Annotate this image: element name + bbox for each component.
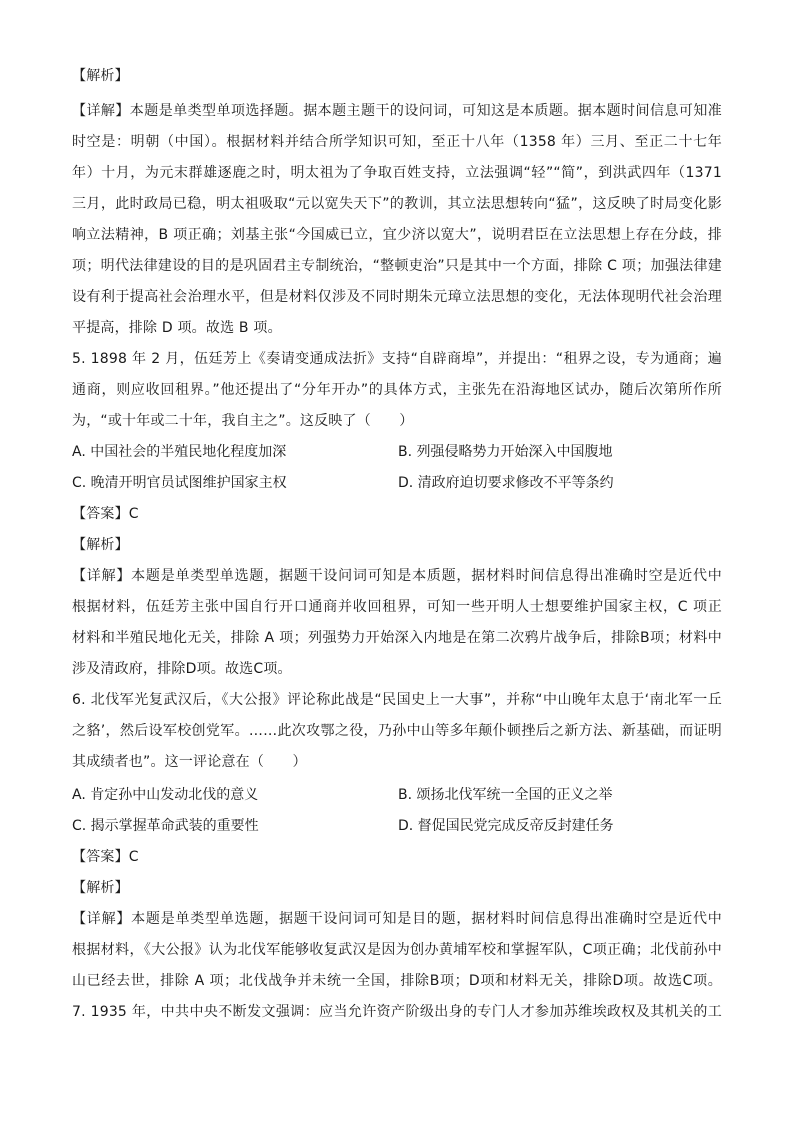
explanation-line: 材料和半殖民地化无关，排除 A 项；列强势力开始深入内地是在第二次鸦片战争后，排除B项；材料中 [72, 630, 722, 646]
question-6-stem: 之貉’，然后设军校创党军。……此次攻鄂之役，乃孙中山等多年颠仆顿挫后之新方法、新基础，而证明 [72, 723, 722, 739]
question-5-stem: 通商，则应收回租界。”他还提出了“分年开办”的具体方式，主张先在沿海地区试办，随后次第所作所 [72, 382, 722, 398]
question-6-option-d: D. 督促国民党完成反帝反封建任务 [398, 818, 614, 834]
question-6-stem: 6. 北伐军光复武汉后，《大公报》评论称此战是“民国史上一大事”，并称“中山晚年太息于‘南北军一丘 [72, 692, 722, 708]
question-6-option-c: C. 揭示掌握革命武装的重要性 [72, 818, 259, 834]
answer-5: 【答案】C [72, 506, 139, 522]
question-5-stem: 5. 1898 年 2 月，伍廷芳上《奏请变通成法折》支持“自辟商埠”，并提出：“租界之设，专为通商；遍 [72, 351, 722, 367]
explanation-line: 根据材料，伍廷芳主张中国自行开口通商并收回租界，可知一些开明人士想要维护国家主权，C 项正 [72, 599, 722, 615]
question-7-stem: 7. 1935 年，中共中央不断发文强调：应当允许资产阶级出身的专门人才参加苏维埃政权及其机关的工 [72, 1004, 722, 1020]
explanation-line: 三月，此时政局已稳，明太祖吸取“元以宽失天下”的教训，其立法思想转向“猛”，这反映了时局变化影 [72, 196, 722, 212]
analysis-heading: 【解析】 [72, 880, 129, 896]
explanation-line: 涉及清政府，排除D项。故选C项。 [72, 661, 292, 677]
question-6-stem: 其成绩者也”。这一评论意在（ ） [72, 754, 307, 770]
explanation-line: 平提高，排除 D 项。故选 B 项。 [72, 320, 282, 336]
question-5-option-b: B. 列强侵略势力开始深入中国腹地 [398, 444, 613, 460]
explanation-line: 时空是：明朝（中国）。根据材料并结合所学知识可知，至正十八年（1358 年）三月、至正二十七年 [72, 134, 722, 150]
question-6-option-a: A. 肯定孙中山发动北伐的意义 [72, 787, 259, 803]
explanation-line: 【详解】本题是单类型单选题，据题干设问词可知是目的题，据材料时间信息得出准确时空是近代中 [72, 911, 722, 927]
question-5-option-d: D. 清政府迫切要求修改不平等条约 [398, 475, 614, 491]
explanation-line: 设有利于提高社会治理水平，但是材料仅涉及不同时期朱元璋立法思想的变化，无法体现明代社会治理 [72, 289, 722, 305]
explanation-line: 响立法精神，B 项正确；刘基主张“今国威已立，宜少济以宽大”，说明君臣在立法思想上存在分歧，排 [72, 227, 722, 243]
explanation-line: 根据材料，《大公报》认为北伐军能够收复武汉是因为创办黄埔军校和掌握军队，C项正确；北伐前孙中 [72, 942, 722, 958]
question-5-stem: 为，“或十年或二十年，我自主之”。这反映了（ ） [72, 413, 414, 429]
explanation-line: 山已经去世，排除 A 项；北伐战争并未统一全国，排除B项；D项和材料无关，排除D项。故选C项。 [72, 973, 722, 989]
explanation-line: 年）十月，为元末群雄逐鹿之时，明太祖为了争取百姓支持，立法强调“轻”“简”，到洪武四年（1371 [72, 165, 722, 181]
question-6-option-b: B. 颂扬北伐军统一全国的正义之举 [398, 787, 613, 803]
analysis-heading: 【解析】 [72, 68, 129, 84]
explanation-line: 【详解】本题是单类型单项选择题。据本题主题干的设问词，可知这是本质题。据本题时间信息可知准 [72, 103, 722, 119]
analysis-heading: 【解析】 [72, 537, 129, 553]
explanation-line: 【详解】本题是单类型单选题，据题干设问词可知是本质题，据材料时间信息得出准确时空是近代中 [72, 568, 722, 584]
question-5-option-c: C. 晚清开明官员试图维护国家主权 [72, 475, 287, 491]
answer-6: 【答案】C [72, 849, 139, 865]
question-5-option-a: A. 中国社会的半殖民地化程度加深 [72, 444, 287, 460]
explanation-line: 项；明代法律建设的目的是巩固君主专制统治，“整顿吏治”只是其中一个方面，排除 C 项；加强法律建 [72, 258, 722, 274]
